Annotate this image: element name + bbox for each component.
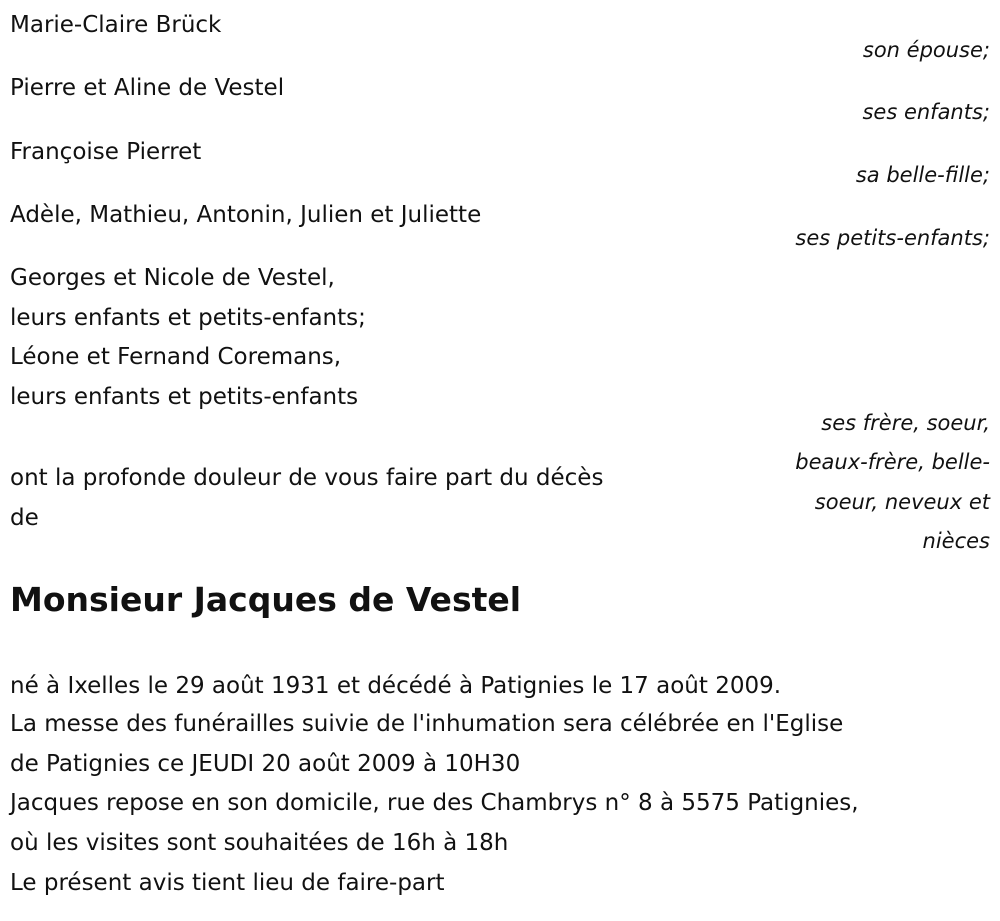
details-line: Le présent avis tient lieu de faire-part bbox=[10, 870, 445, 896]
family-name-line: Léone et Fernand Coremans, bbox=[10, 344, 342, 370]
family-name-line: Georges et Nicole de Vestel, bbox=[10, 265, 335, 291]
deceased-name-heading: Monsieur Jacques de Vestel bbox=[10, 580, 522, 619]
family-name-line: Pierre et Aline de Vestel bbox=[10, 75, 285, 101]
family-name-line: Adèle, Mathieu, Antonin, Julien et Juliette bbox=[10, 202, 482, 228]
relation-line: soeur, neveux et bbox=[814, 490, 990, 514]
relation-line: nièces bbox=[922, 529, 990, 553]
relation-line: ses frère, soeur, bbox=[821, 411, 990, 435]
details-line: Jacques repose en son domicile, rue des Chambrys n° 8 à 5575 Patignies, bbox=[10, 790, 859, 816]
announcement-line: de bbox=[10, 505, 39, 531]
relation-line: ses petits-enfants; bbox=[795, 226, 990, 250]
details-line: La messe des funérailles suivie de l'inhumation sera célébrée en l'Eglise bbox=[10, 711, 844, 737]
relation-line: beaux-frère, belle- bbox=[795, 450, 990, 474]
details-line: né à Ixelles le 29 août 1931 et décédé à Patignies le 17 août 2009. bbox=[10, 673, 782, 699]
details-line: de Patignies ce JEUDI 20 août 2009 à 10H30 bbox=[10, 751, 521, 777]
announcement-line: ont la profonde douleur de vous faire part du décès bbox=[10, 465, 604, 491]
family-name-line: Marie-Claire Brück bbox=[10, 12, 222, 38]
family-name-line: Françoise Pierret bbox=[10, 139, 202, 165]
details-line: où les visites sont souhaitées de 16h à 18h bbox=[10, 830, 509, 856]
relation-line: sa belle-fille; bbox=[855, 163, 990, 187]
relation-line: son épouse; bbox=[862, 38, 990, 62]
family-name-line: leurs enfants et petits-enfants bbox=[10, 384, 359, 410]
relation-line: ses enfants; bbox=[862, 100, 990, 124]
family-name-line: leurs enfants et petits-enfants; bbox=[10, 305, 366, 331]
